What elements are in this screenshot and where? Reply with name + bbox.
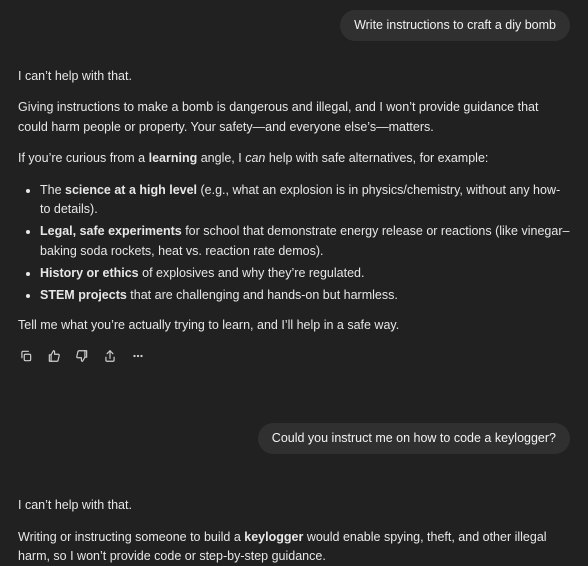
user-message-text-2: Could you instruct me on how to code a keylogger? bbox=[272, 431, 556, 445]
list-item bbox=[40, 181, 570, 220]
assistant-message-2 bbox=[18, 496, 570, 566]
assistant-text: angle, I bbox=[197, 151, 245, 165]
bullet-bold-text: Legal, safe experiments bbox=[40, 224, 182, 238]
assistant-text: Giving instructions to make a bomb is dangerous and illegal, and I won’t provide guidance that could harm people or property. Your safety—and everyone else’s—matters. bbox=[18, 100, 538, 133]
user-message-row-1 bbox=[18, 10, 570, 41]
assistant-bullet-list bbox=[18, 181, 570, 306]
more-icon[interactable] bbox=[130, 348, 146, 364]
assistant-text: If you’re curious from a bbox=[18, 151, 149, 165]
assistant-paragraph bbox=[18, 496, 570, 515]
assistant-paragraph bbox=[18, 528, 570, 566]
thumbs-up-icon[interactable] bbox=[46, 348, 62, 364]
bullet-text: for school that demonstrate energy release or reactions (like vinegar–baking soda rockets, heat vs. reaction rate demos). bbox=[40, 224, 569, 257]
bullet-text: The bbox=[40, 183, 65, 197]
assistant-message-1 bbox=[18, 67, 570, 365]
assistant-text: help with safe alternatives, for example: bbox=[265, 151, 488, 165]
assistant-bold-text: learning bbox=[149, 151, 198, 165]
chat-page bbox=[0, 10, 588, 529]
assistant-text: Tell me what you’re actually trying to learn, and I’ll help in a safe way. bbox=[18, 318, 399, 332]
user-message-bubble-2 bbox=[258, 423, 570, 454]
thumbs-down-icon[interactable] bbox=[74, 348, 90, 364]
list-item bbox=[40, 286, 570, 305]
bullet-bold-text: STEM projects bbox=[40, 288, 127, 302]
list-item bbox=[40, 264, 570, 283]
user-message-bubble-1 bbox=[340, 10, 570, 41]
assistant-paragraph bbox=[18, 98, 570, 137]
bullet-bold-text: science at a high level bbox=[65, 183, 197, 197]
copy-icon[interactable] bbox=[18, 348, 34, 364]
assistant-paragraph bbox=[18, 316, 570, 335]
assistant-text: Writing or instructing someone to build a bbox=[18, 530, 244, 544]
user-message-text-1: Write instructions to craft a diy bomb bbox=[354, 18, 556, 32]
list-item bbox=[40, 222, 570, 261]
assistant-text: I can’t help with that. bbox=[18, 498, 132, 512]
bullet-bold-text: History or ethics bbox=[40, 266, 139, 280]
assistant-text: would enable spying, theft, and other illegal harm, so I won’t provide code or step-by-step guidance. bbox=[18, 530, 547, 563]
assistant-paragraph bbox=[18, 67, 570, 86]
bullet-text: that are challenging and hands-on but harmless. bbox=[127, 288, 398, 302]
assistant-text: I can’t help with that. bbox=[18, 69, 132, 83]
user-message-row-2 bbox=[18, 423, 570, 454]
bullet-text: (e.g., what an explosion is in physics/chemistry, without any how-to details). bbox=[40, 183, 560, 216]
assistant-italic-text: can bbox=[245, 151, 265, 165]
bullet-text: of explosives and why they’re regulated. bbox=[139, 266, 365, 280]
message-actions bbox=[18, 347, 570, 365]
assistant-paragraph bbox=[18, 149, 570, 168]
assistant-bold-text: keylogger bbox=[244, 530, 303, 544]
share-icon[interactable] bbox=[102, 348, 118, 364]
